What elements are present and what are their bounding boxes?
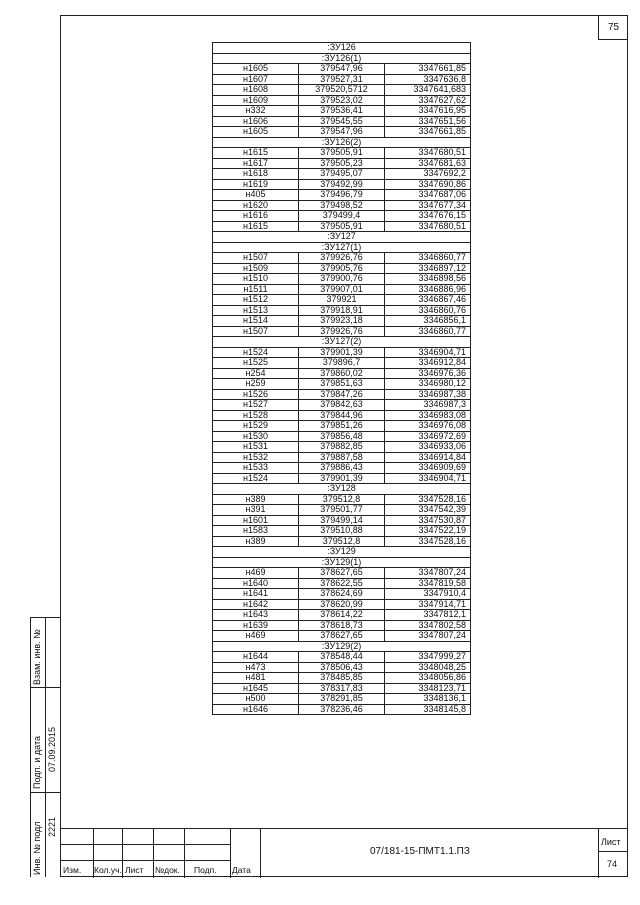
x-coordinate-cell: 379523,02 — [299, 95, 385, 106]
point-id-cell: н1606 — [213, 116, 299, 127]
point-id-cell: н1524 — [213, 347, 299, 358]
section-header-row — [213, 641, 471, 652]
stamp-vline-5 — [230, 829, 231, 878]
table-row — [213, 148, 471, 159]
y-coordinate-cell: 3346976,36 — [385, 368, 471, 379]
document-code: 07/181-15-ПМТ1.1.ПЗ — [370, 846, 470, 857]
table-row — [213, 683, 471, 694]
stamp-col-podp: Подп. — [194, 865, 217, 875]
y-coordinate-cell: 3347522,19 — [385, 526, 471, 537]
vzam-inv-label: Взам. инв. № — [32, 629, 42, 685]
point-id-cell: н1617 — [213, 158, 299, 169]
point-id-cell: н1530 — [213, 431, 299, 442]
x-coordinate-cell: 378291,85 — [299, 694, 385, 705]
y-coordinate-cell: 3346897,12 — [385, 263, 471, 274]
table-row — [213, 505, 471, 516]
y-coordinate-cell: 3348123,71 — [385, 683, 471, 694]
coordinates-table — [212, 42, 471, 715]
y-coordinate-cell: 3347802,58 — [385, 620, 471, 631]
stamp-hline-1 — [60, 844, 230, 845]
x-coordinate-cell: 378620,99 — [299, 599, 385, 610]
point-id-cell: н1524 — [213, 473, 299, 484]
y-coordinate-cell: 3346980,12 — [385, 379, 471, 390]
table-row — [213, 463, 471, 474]
point-id-cell: н1527 — [213, 400, 299, 411]
y-coordinate-cell: 3347528,16 — [385, 536, 471, 547]
stamp-hline-2 — [60, 860, 230, 861]
section-header-row — [213, 232, 471, 243]
x-coordinate-cell: 379505,91 — [299, 221, 385, 232]
section-header-row — [213, 137, 471, 148]
y-coordinate-cell: 3347819,58 — [385, 578, 471, 589]
point-id-cell: н1640 — [213, 578, 299, 589]
table-row — [213, 253, 471, 264]
stamp-vline-2 — [122, 829, 123, 878]
side-strip — [30, 617, 60, 877]
point-id-cell: н1533 — [213, 463, 299, 474]
point-id-cell: н405 — [213, 190, 299, 201]
point-id-cell: н469 — [213, 631, 299, 642]
y-coordinate-cell: 3346867,46 — [385, 295, 471, 306]
table-row — [213, 410, 471, 421]
table-row — [213, 389, 471, 400]
x-coordinate-cell: 379496,79 — [299, 190, 385, 201]
table-row — [213, 442, 471, 453]
x-coordinate-cell: 379545,55 — [299, 116, 385, 127]
point-id-cell: н1510 — [213, 274, 299, 285]
x-coordinate-cell: 379905,76 — [299, 263, 385, 274]
page-number-top-text: 75 — [607, 21, 620, 33]
table-row — [213, 431, 471, 442]
x-coordinate-cell: 378485,85 — [299, 673, 385, 684]
stamp-vline-7 — [598, 829, 599, 878]
point-id-cell: н1509 — [213, 263, 299, 274]
table-row — [213, 116, 471, 127]
section-header-cell: :ЗУ127(1) — [213, 242, 471, 253]
point-id-cell: н1615 — [213, 221, 299, 232]
y-coordinate-cell: 3346983,08 — [385, 410, 471, 421]
y-coordinate-cell: 3347616,95 — [385, 106, 471, 117]
point-id-cell: н391 — [213, 505, 299, 516]
y-coordinate-cell: 3346860,77 — [385, 253, 471, 264]
x-coordinate-cell: 379505,91 — [299, 148, 385, 159]
x-coordinate-cell: 379842,63 — [299, 400, 385, 411]
point-id-cell: н1526 — [213, 389, 299, 400]
y-coordinate-cell: 3347910,4 — [385, 589, 471, 600]
table-row — [213, 95, 471, 106]
x-coordinate-cell: 379844,96 — [299, 410, 385, 421]
point-id-cell: н1645 — [213, 683, 299, 694]
table-row — [213, 494, 471, 505]
y-coordinate-cell: 3347542,39 — [385, 505, 471, 516]
table-row — [213, 179, 471, 190]
table-row — [213, 284, 471, 295]
y-coordinate-cell: 3347651,56 — [385, 116, 471, 127]
x-coordinate-cell: 379510,88 — [299, 526, 385, 537]
point-id-cell: н500 — [213, 694, 299, 705]
y-coordinate-cell: 3347641,683 — [385, 85, 471, 96]
x-coordinate-cell: 378622,55 — [299, 578, 385, 589]
x-coordinate-cell: 379923,18 — [299, 316, 385, 327]
table-row — [213, 536, 471, 547]
y-coordinate-cell: 3347680,51 — [385, 221, 471, 232]
section-header-row — [213, 547, 471, 558]
y-coordinate-cell: 3346976,08 — [385, 421, 471, 432]
podp-data-label: Подп. и дата — [32, 735, 42, 789]
y-coordinate-cell: 3346886,96 — [385, 284, 471, 295]
table-row — [213, 74, 471, 85]
y-coordinate-cell: 3346904,71 — [385, 347, 471, 358]
x-coordinate-cell: 379851,26 — [299, 421, 385, 432]
section-header-cell: :ЗУ128 — [213, 484, 471, 495]
point-id-cell: н1525 — [213, 358, 299, 369]
point-id-cell: н1507 — [213, 326, 299, 337]
x-coordinate-cell: 379886,43 — [299, 463, 385, 474]
point-id-cell: н1513 — [213, 305, 299, 316]
inv-number-value: 2221 — [47, 816, 57, 837]
point-id-cell: н259 — [213, 379, 299, 390]
point-id-cell: н389 — [213, 536, 299, 547]
table-row — [213, 515, 471, 526]
x-coordinate-cell: 379547,96 — [299, 64, 385, 75]
x-coordinate-cell: 379501,77 — [299, 505, 385, 516]
point-id-cell: н1609 — [213, 95, 299, 106]
table-row — [213, 211, 471, 222]
table-row — [213, 127, 471, 138]
y-coordinate-cell: 3346860,77 — [385, 326, 471, 337]
x-coordinate-cell: 379495,07 — [299, 169, 385, 180]
point-id-cell: н473 — [213, 662, 299, 673]
table-row — [213, 652, 471, 663]
x-coordinate-cell: 379851,63 — [299, 379, 385, 390]
table-row — [213, 326, 471, 337]
x-coordinate-cell: 379492,99 — [299, 179, 385, 190]
section-header-cell: :ЗУ126(2) — [213, 137, 471, 148]
point-id-cell: н1615 — [213, 148, 299, 159]
point-id-cell: н1605 — [213, 64, 299, 75]
point-id-cell: н1607 — [213, 74, 299, 85]
point-id-cell: н1608 — [213, 85, 299, 96]
point-id-cell: н254 — [213, 368, 299, 379]
point-id-cell: н1619 — [213, 179, 299, 190]
point-id-cell: н1620 — [213, 200, 299, 211]
strip-border-left — [30, 617, 31, 877]
x-coordinate-cell: 379499,4 — [299, 211, 385, 222]
section-header-row — [213, 484, 471, 495]
point-id-cell: н1529 — [213, 421, 299, 432]
x-coordinate-cell: 378317,83 — [299, 683, 385, 694]
table-row — [213, 347, 471, 358]
y-coordinate-cell: 3346987,38 — [385, 389, 471, 400]
title-block — [60, 828, 628, 878]
table-row — [213, 106, 471, 117]
y-coordinate-cell: 3346856,1 — [385, 316, 471, 327]
section-header-cell: :ЗУ129 — [213, 547, 471, 558]
x-coordinate-cell: 378506,43 — [299, 662, 385, 673]
y-coordinate-cell: 3347677,34 — [385, 200, 471, 211]
x-coordinate-cell: 379901,39 — [299, 347, 385, 358]
y-coordinate-cell: 3347661,85 — [385, 127, 471, 138]
y-coordinate-cell: 3347812,1 — [385, 610, 471, 621]
x-coordinate-cell: 379918,91 — [299, 305, 385, 316]
stamp-col-ndok: №док. — [155, 865, 180, 875]
point-id-cell: н1605 — [213, 127, 299, 138]
podp-date-value: 07.09.2015 — [47, 726, 57, 772]
stamp-vline-6 — [260, 829, 261, 878]
point-id-cell: н1643 — [213, 610, 299, 621]
point-id-cell: н1616 — [213, 211, 299, 222]
point-id-cell: н389 — [213, 494, 299, 505]
stamp-col-izm: Изм. — [63, 865, 82, 875]
table-row — [213, 190, 471, 201]
table-row — [213, 673, 471, 684]
x-coordinate-cell: 379520,5712 — [299, 85, 385, 96]
x-coordinate-cell: 378236,46 — [299, 704, 385, 715]
y-coordinate-cell: 3346933,06 — [385, 442, 471, 453]
x-coordinate-cell: 379498,52 — [299, 200, 385, 211]
x-coordinate-cell: 379512,8 — [299, 494, 385, 505]
strip-cell-top — [30, 617, 60, 618]
table-row — [213, 578, 471, 589]
y-coordinate-cell: 3347692,2 — [385, 169, 471, 180]
y-coordinate-cell: 3346860,76 — [385, 305, 471, 316]
point-id-cell: н1512 — [213, 295, 299, 306]
y-coordinate-cell: 3348145,8 — [385, 704, 471, 715]
table-row — [213, 599, 471, 610]
sheet-label: Лист — [601, 837, 621, 847]
table-row — [213, 200, 471, 211]
point-id-cell: н1644 — [213, 652, 299, 663]
y-coordinate-cell: 3347914,71 — [385, 599, 471, 610]
x-coordinate-cell: 379901,39 — [299, 473, 385, 484]
x-coordinate-cell: 378627,65 — [299, 568, 385, 579]
y-coordinate-cell: 3346904,71 — [385, 473, 471, 484]
point-id-cell: н1583 — [213, 526, 299, 537]
stamp-vline-4 — [184, 829, 185, 878]
table-row — [213, 358, 471, 369]
y-coordinate-cell: 3346914,84 — [385, 452, 471, 463]
y-coordinate-cell: 3347676,15 — [385, 211, 471, 222]
table-row — [213, 568, 471, 579]
section-header-row — [213, 242, 471, 253]
table-row — [213, 221, 471, 232]
x-coordinate-cell: 379860,02 — [299, 368, 385, 379]
table-row — [213, 526, 471, 537]
y-coordinate-cell: 3347636,8 — [385, 74, 471, 85]
y-coordinate-cell: 3347661,85 — [385, 64, 471, 75]
point-id-cell: н1642 — [213, 599, 299, 610]
table-row — [213, 452, 471, 463]
table-row — [213, 610, 471, 621]
table-row — [213, 473, 471, 484]
table-row — [213, 379, 471, 390]
table-row — [213, 704, 471, 715]
strip-cell-low — [30, 792, 60, 793]
x-coordinate-cell: 378624,69 — [299, 589, 385, 600]
y-coordinate-cell: 3347807,24 — [385, 631, 471, 642]
point-id-cell: н1528 — [213, 410, 299, 421]
section-header-row — [213, 557, 471, 568]
x-coordinate-cell: 379887,58 — [299, 452, 385, 463]
table-row — [213, 64, 471, 75]
stamp-vline-3 — [153, 829, 154, 878]
table-row — [213, 305, 471, 316]
stamp-col-kol: Кол.уч. — [94, 865, 122, 875]
table-row — [213, 421, 471, 432]
x-coordinate-cell: 378618,73 — [299, 620, 385, 631]
section-header-cell: :ЗУ126 — [213, 43, 471, 54]
table-row — [213, 316, 471, 327]
x-coordinate-cell: 379896,7 — [299, 358, 385, 369]
table-row — [213, 85, 471, 96]
point-id-cell: н1531 — [213, 442, 299, 453]
strip-divider — [45, 617, 46, 877]
table-row — [213, 263, 471, 274]
y-coordinate-cell: 3346912,84 — [385, 358, 471, 369]
table-row — [213, 169, 471, 180]
table-row — [213, 400, 471, 411]
page-number-top — [598, 15, 628, 40]
y-coordinate-cell: 3347528,16 — [385, 494, 471, 505]
table-row — [213, 368, 471, 379]
x-coordinate-cell: 378627,65 — [299, 631, 385, 642]
y-coordinate-cell: 3348056,86 — [385, 673, 471, 684]
point-id-cell: н1511 — [213, 284, 299, 295]
point-id-cell: н1507 — [213, 253, 299, 264]
section-header-row — [213, 43, 471, 54]
point-id-cell: н481 — [213, 673, 299, 684]
y-coordinate-cell: 3346987,3 — [385, 400, 471, 411]
x-coordinate-cell: 379527,31 — [299, 74, 385, 85]
point-id-cell: н1532 — [213, 452, 299, 463]
table-row — [213, 620, 471, 631]
coordinates-table-body — [213, 43, 471, 715]
table-row — [213, 274, 471, 285]
section-header-cell: :ЗУ129(2) — [213, 641, 471, 652]
x-coordinate-cell: 379921 — [299, 295, 385, 306]
point-id-cell: н1601 — [213, 515, 299, 526]
table-row — [213, 662, 471, 673]
y-coordinate-cell: 3346909,69 — [385, 463, 471, 474]
table-row — [213, 589, 471, 600]
stamp-sheet-hline — [598, 851, 628, 852]
x-coordinate-cell: 378614,22 — [299, 610, 385, 621]
y-coordinate-cell: 3347690,86 — [385, 179, 471, 190]
y-coordinate-cell: 3347627,62 — [385, 95, 471, 106]
strip-cell-mid — [30, 687, 60, 688]
table-row — [213, 631, 471, 642]
y-coordinate-cell: 3346972,69 — [385, 431, 471, 442]
section-header-cell: :ЗУ127(2) — [213, 337, 471, 348]
point-id-cell: н1639 — [213, 620, 299, 631]
section-header-cell: :ЗУ126(1) — [213, 53, 471, 64]
y-coordinate-cell: 3347999,27 — [385, 652, 471, 663]
point-id-cell: н332 — [213, 106, 299, 117]
point-id-cell: н1646 — [213, 704, 299, 715]
section-header-cell: :ЗУ129(1) — [213, 557, 471, 568]
x-coordinate-cell: 379536,41 — [299, 106, 385, 117]
y-coordinate-cell: 3347687,06 — [385, 190, 471, 201]
stamp-col-data: Дата — [232, 865, 251, 875]
x-coordinate-cell: 379547,96 — [299, 127, 385, 138]
y-coordinate-cell: 3348048,25 — [385, 662, 471, 673]
section-header-cell: :ЗУ127 — [213, 232, 471, 243]
x-coordinate-cell: 379926,76 — [299, 326, 385, 337]
point-id-cell: н1618 — [213, 169, 299, 180]
section-header-row — [213, 337, 471, 348]
x-coordinate-cell: 379926,76 — [299, 253, 385, 264]
inv-podl-label: Инв. № подл — [32, 821, 42, 875]
x-coordinate-cell: 379900,76 — [299, 274, 385, 285]
y-coordinate-cell: 3346898,56 — [385, 274, 471, 285]
x-coordinate-cell: 379505,23 — [299, 158, 385, 169]
x-coordinate-cell: 379856,48 — [299, 431, 385, 442]
x-coordinate-cell: 379512,8 — [299, 536, 385, 547]
x-coordinate-cell: 378548,44 — [299, 652, 385, 663]
x-coordinate-cell: 379907,01 — [299, 284, 385, 295]
y-coordinate-cell: 3347681,63 — [385, 158, 471, 169]
y-coordinate-cell: 3348136,1 — [385, 694, 471, 705]
point-id-cell: н469 — [213, 568, 299, 579]
point-id-cell: н1514 — [213, 316, 299, 327]
sheet-number: 74 — [607, 859, 618, 869]
x-coordinate-cell: 379499,14 — [299, 515, 385, 526]
table-row — [213, 158, 471, 169]
x-coordinate-cell: 379847,26 — [299, 389, 385, 400]
stamp-col-list: Лист — [125, 865, 144, 875]
y-coordinate-cell: 3347680,51 — [385, 148, 471, 159]
point-id-cell: н1641 — [213, 589, 299, 600]
section-header-row — [213, 53, 471, 64]
table-row — [213, 295, 471, 306]
y-coordinate-cell: 3347807,24 — [385, 568, 471, 579]
x-coordinate-cell: 379882,85 — [299, 442, 385, 453]
y-coordinate-cell: 3347530,87 — [385, 515, 471, 526]
table-row — [213, 694, 471, 705]
